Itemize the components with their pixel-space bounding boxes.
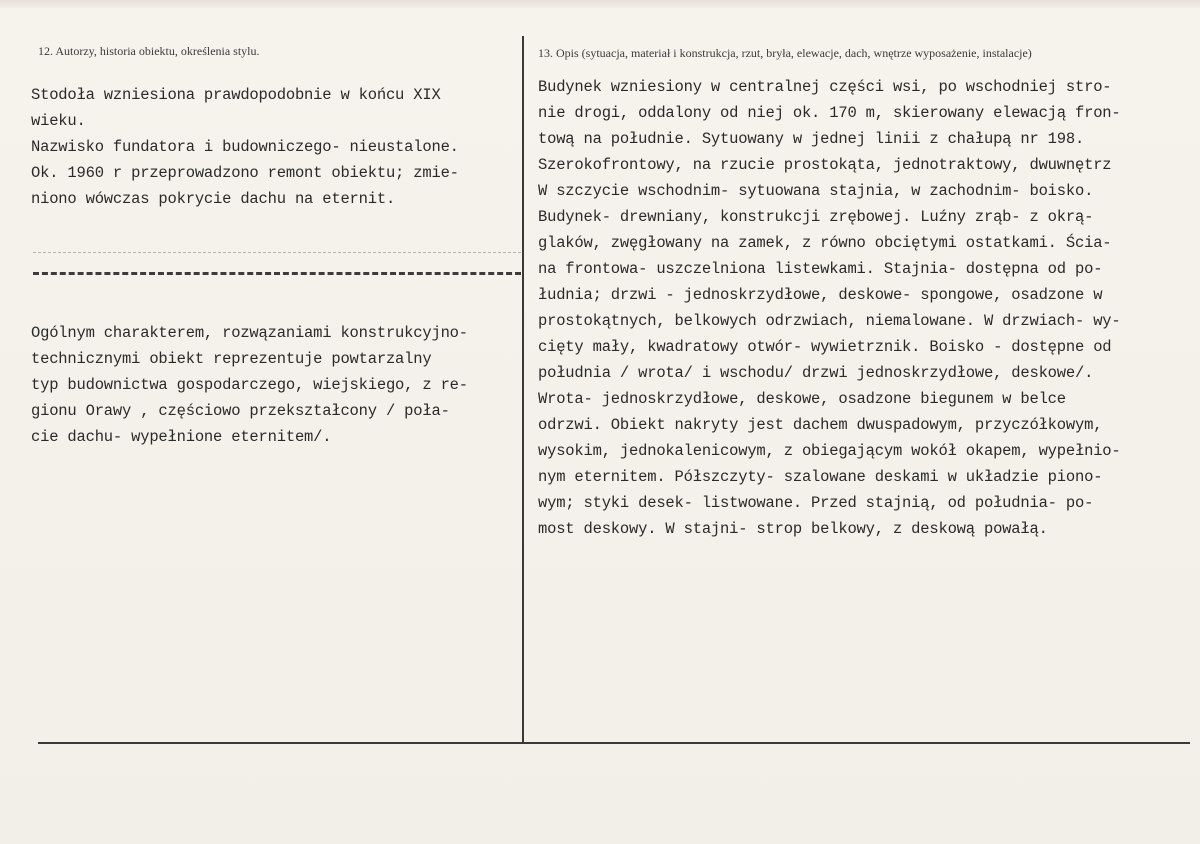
text-line: wieku.	[31, 112, 86, 130]
text-line: Budynek wzniesiony w centralnej części wsi, po wschodniej stro-	[538, 78, 1112, 96]
column-divider	[522, 36, 524, 742]
text-line: technicznymi obiekt reprezentuje powtarzalny	[31, 350, 432, 368]
text-line: gionu Orawy , częściowo przekształcony / poła-	[31, 402, 450, 420]
text-line: glaków, zwęgłowany na zamek, z równo obciętymi ostatkami. Ścia-	[538, 234, 1112, 252]
text-line: odrzwi. Obiekt nakryty jest dachem dwuspadowym, przyczółkowym,	[538, 416, 1103, 434]
paper-edge	[0, 0, 1200, 8]
section-12-header: 12. Autorzy, historia obiektu, określenia stylu.	[38, 44, 260, 58]
text-line: cięty mały, kwadratowy otwór- wywietrznik. Boisko - dostępne od	[538, 338, 1112, 356]
text-line: południa / wrota/ i wschodu/ drzwi jednoskrzydłowe, deskowe/.	[538, 364, 1094, 382]
text-line: niono wówczas pokrycie dachu na eternit.	[31, 190, 396, 208]
text-line: na frontowa- uszczelniona listewkami. Stajnia- dostępna od po-	[538, 260, 1103, 278]
bottom-rule	[38, 742, 1190, 744]
text-line: W szczycie wschodnim- sytuowana stajnia, w zachodnim- boisko.	[538, 182, 1094, 200]
typed-dashed-divider	[33, 272, 521, 275]
description-text-block	[538, 74, 1121, 542]
text-line: most deskowy. W stajni- strop belkowy, z deskową powałą.	[538, 520, 1048, 538]
text-line: nie drogi, oddalony od niej ok. 170 m, skierowany elewacją fron-	[538, 104, 1121, 122]
text-line: Ogólnym charakterem, rozwązaniami konstrukcyjno-	[31, 324, 468, 342]
text-line: Ok. 1960 r przeprowadzono remont obiektu; zmie-	[31, 164, 459, 182]
text-line: Budynek- drewniany, konstrukcji zrębowej. Luźny zrąb- z okrą-	[538, 208, 1094, 226]
text-line: Szerokofrontowy, na rzucie prostokąta, jednotraktowy, dwuwnętrz	[538, 156, 1112, 174]
text-line: łudnia; drzwi - jednoskrzydłowe, deskowe- spongowe, osadzone w	[538, 286, 1103, 304]
section-13-header: 13. Opis (sytuacja, materiał i konstrukcja, rzut, bryła, elewacje, dach, wnętrze wyposażenie, instalacje)	[538, 46, 1032, 60]
text-line: wysokim, jednokalenicowym, z obiegającym wokół okapem, wypełnio-	[538, 442, 1121, 460]
text-line: Wrota- jednoskrzydłowe, deskowe, osadzone biegunem w belce	[538, 390, 1066, 408]
text-line: tową na południe. Sytuowany w jednej linii z chałupą nr 198.	[538, 130, 1085, 148]
text-line: prostokątnych, belkowych odrzwiach, niemalowane. W drzwiach- wy-	[538, 312, 1121, 330]
text-line: Stodoła wzniesiona prawdopodobnie w końcu XIX	[31, 86, 441, 104]
text-line: nym eternitem. Półszczyty- szalowane deskami w układzie piono-	[538, 468, 1103, 486]
character-text-block	[31, 320, 468, 450]
text-line: cie dachu- wypełnione eternitem/.	[31, 428, 332, 446]
text-line: typ budownictwa gospodarczego, wiejskiego, z re-	[31, 376, 468, 394]
faint-dashed-rule	[33, 252, 521, 253]
text-line: wym; styki desek- listwowane. Przed stajnią, od południa- po-	[538, 494, 1094, 512]
text-line: Nazwisko fundatora i budowniczego- nieustalone.	[31, 138, 459, 156]
history-text-block	[31, 82, 459, 212]
